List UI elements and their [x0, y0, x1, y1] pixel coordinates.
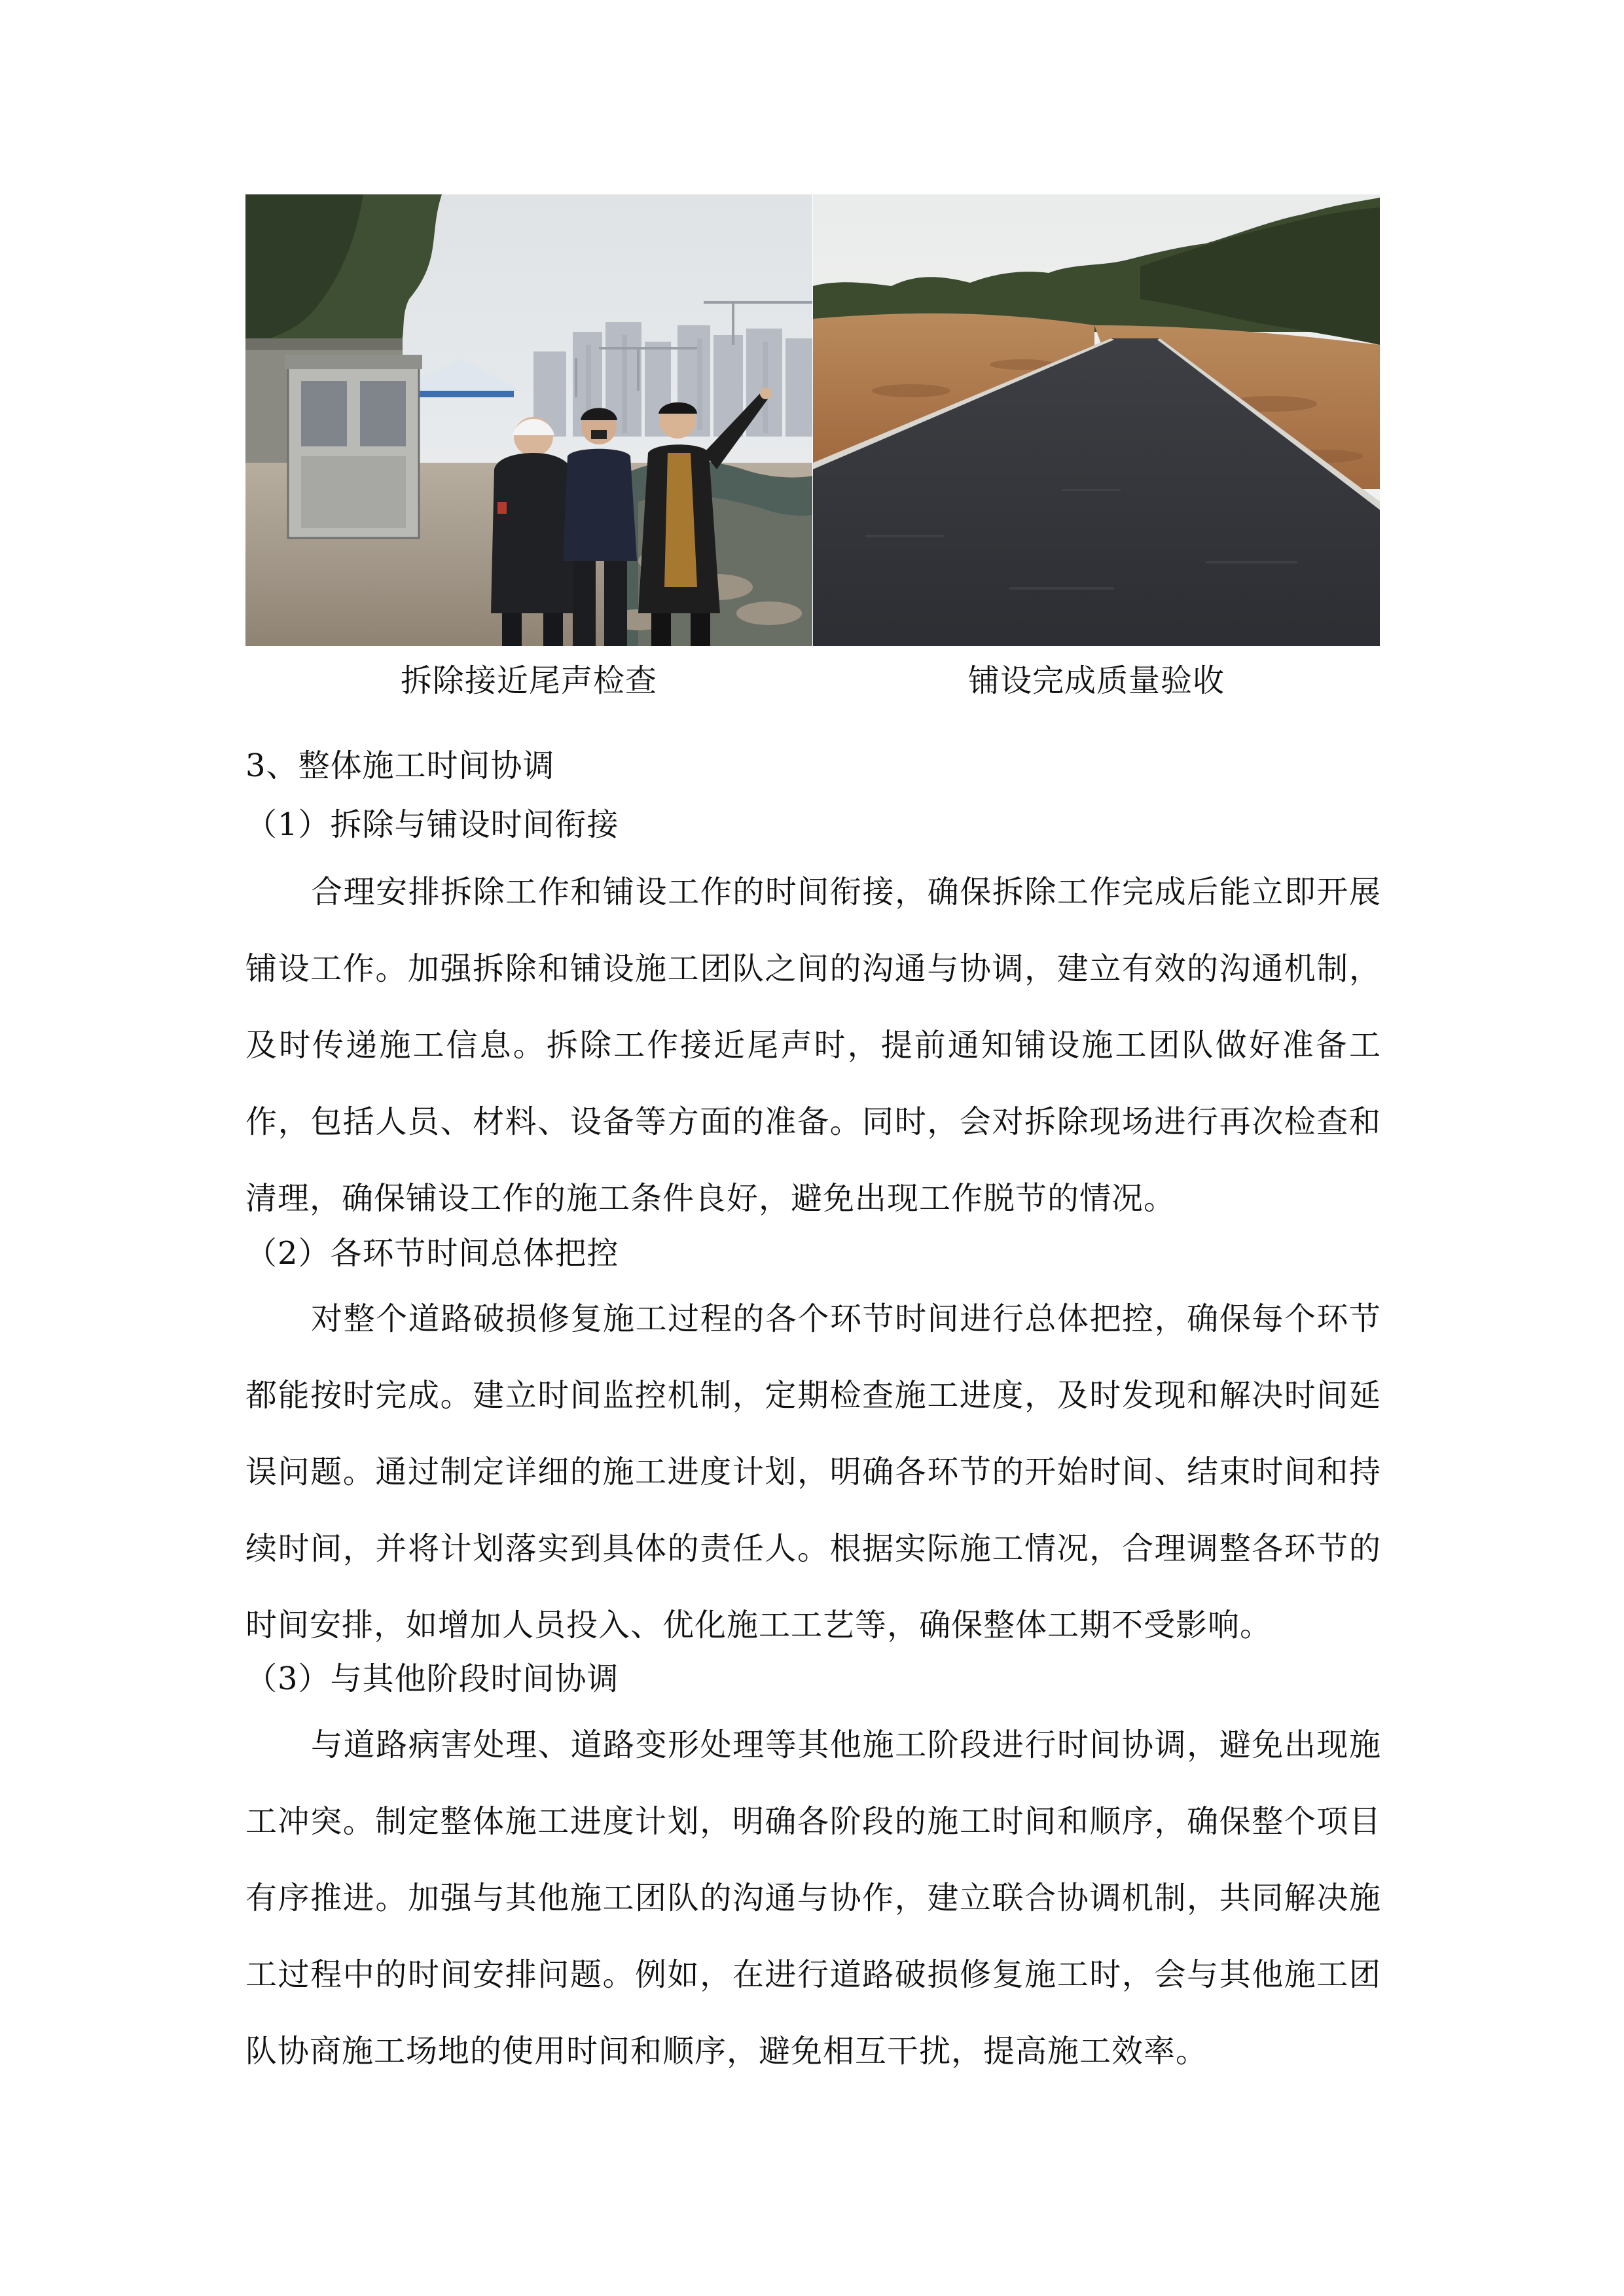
- subsection-body-1: 合理安排拆除工作和铺设工作的时间衔接，确保拆除工作完成后能立即开展铺设工作。加强拆除和铺设施工团队之间的沟通与协调，建立有效的沟通机制，及时传递施工信息。拆除工作接近尾声时，提前通知铺设施工团队做好准备工作，包括人员、材料、设备等方面的准备。同时，会对拆除现场进行再次检查和清理，确保铺设工作的施工条件良好，避免出现工作脱节的情况。: [245, 874, 1381, 1217]
- paved-road-photo: [813, 194, 1380, 646]
- inspection-photo: [245, 194, 812, 646]
- subsection-heading-1: （1）拆除与铺设时间衔接: [245, 806, 619, 843]
- photo-row: [245, 194, 1380, 646]
- figure-caption-inspection: 拆除接近尾声检查: [400, 662, 657, 699]
- subsection-body-2: 对整个道路破损修复施工过程的各个环节时间进行总体把控，确保每个环节都能按时完成。建立时间监控机制，定期检查施工进度，及时发现和解决时间延误问题。通过制定详细的施工进度计划，明确各环节的开始时间、结束时间和持续时间，并将计划落实到具体的责任人。根据实际施工情况，合理调整各环节的时间安排，如增加人员投入、优化施工工艺等，确保整体工期不受影响。: [245, 1300, 1381, 1643]
- section-heading: 3、整体施工时间协调: [245, 747, 555, 784]
- subsection-body-3: 与道路病害处理、道路变形处理等其他施工阶段进行时间协调，避免出现施工冲突。制定整体施工进度计划，明确各阶段的施工时间和顺序，确保整个项目有序推进。加强与其他施工团队的沟通与协作，建立联合协调机制，共同解决施工过程中的时间安排问题。例如，在进行道路破损修复施工时，会与其他施工团队协商施工场地的使用时间和顺序，避免相互干扰，提高施工效率。: [245, 1727, 1381, 2070]
- subsection-heading-3: （3）与其他阶段时间协调: [245, 1660, 619, 1697]
- subsection-heading-2: （2）各环节时间总体把控: [245, 1235, 619, 1272]
- figure-caption-acceptance: 铺设完成质量验收: [967, 662, 1225, 699]
